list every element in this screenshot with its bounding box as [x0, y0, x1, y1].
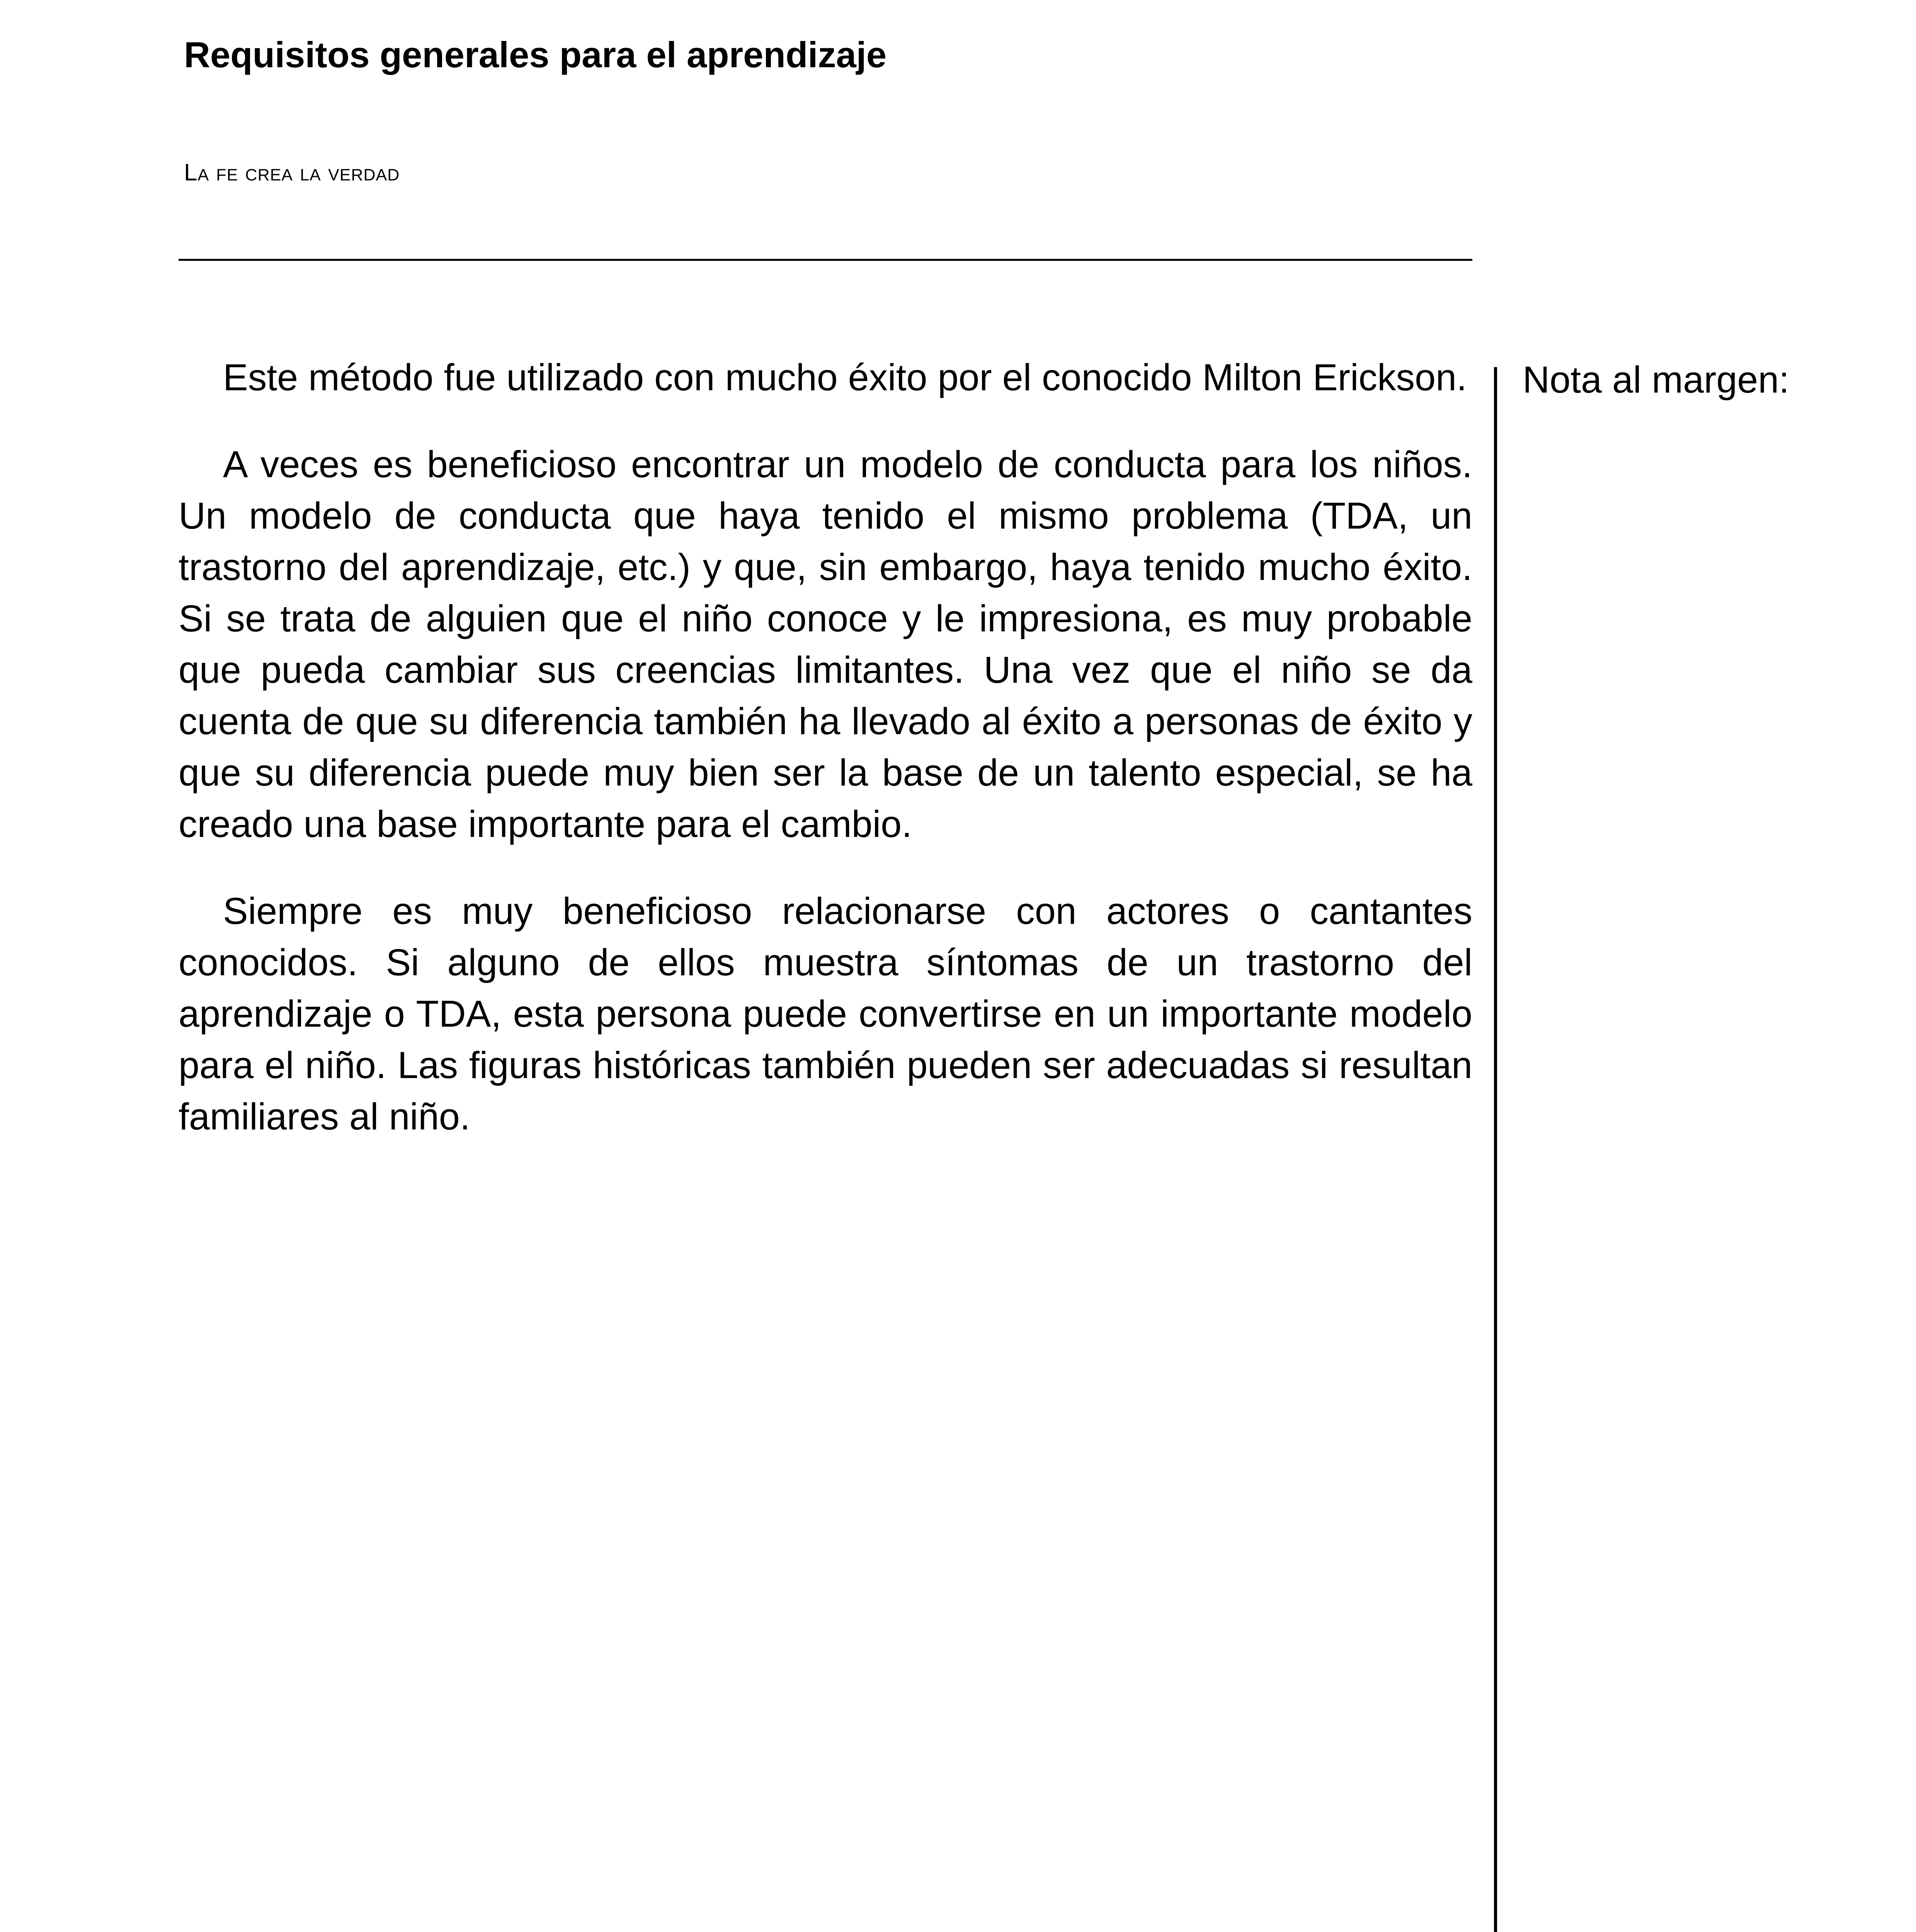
- page-header-title: Requisitos generales para el aprendizaje: [184, 34, 887, 75]
- main-text-column: [179, 352, 1472, 1178]
- paragraph-2: A veces es beneficioso encontrar un modelo de conducta para los niños. Un modelo de conducta que haya tenido el mismo problema (TDA, un trastorno del aprendizaje, etc.) y que, sin embargo, haya tenido mucho éxito. Si se trata de alguien que el niño conoce y le impresiona, es muy probable que pueda cambiar sus creencias limitantes. Una vez que el niño se da cuenta de que su diferencia también ha llevado al éxito a personas de éxito y que su diferencia puede muy bien ser la base de un talento especial, se ha creado una base importante para el cambio.: [179, 443, 1472, 845]
- margin-divider: [1494, 367, 1497, 1932]
- page-header-subtitle: La fe crea la verdad: [184, 159, 400, 186]
- margin-note-label: Nota al margen:: [1523, 359, 1790, 401]
- paragraph-1: Este método fue utilizado con mucho éxito por el conocido Milton Erickson.: [223, 356, 1467, 398]
- paragraph-3: Siempre es muy beneficioso relacionarse con actores o cantantes conocidos. Si alguno de ellos muestra síntomas de un trastorno del aprendizaje o TDA, esta persona puede convertirse en un importante modelo para el niño. Las figuras históricas también pueden ser adecuadas si resultan familiares al niño.: [179, 890, 1472, 1138]
- header-divider: [179, 259, 1472, 261]
